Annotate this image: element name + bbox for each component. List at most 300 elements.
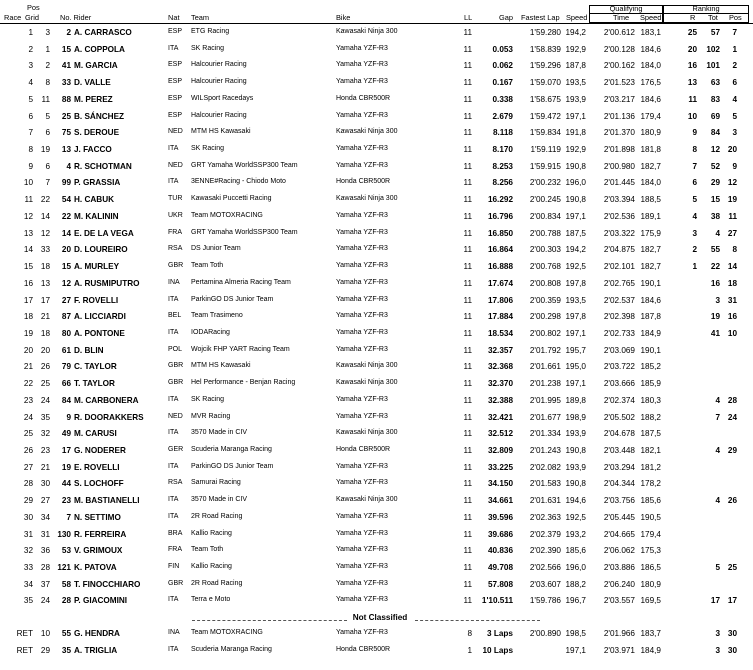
cell-qual-time: 2'01.898: [603, 145, 635, 154]
cell-qual-time: 2'05.502: [603, 413, 635, 422]
cell-rank-tot: 41: [710, 329, 720, 338]
cell-grid-pos: 20: [40, 346, 50, 355]
cell-laps: 11: [463, 296, 472, 305]
cell-rider-name: D. VALLE: [74, 78, 111, 87]
cell-qual-speed: 182,7: [640, 262, 661, 271]
cell-team: Wojcik FHP YART Racing Team: [191, 346, 290, 353]
cell-team: Halcourier Racing: [191, 112, 247, 119]
cell-gap: 8.170: [492, 145, 513, 154]
cell-fastest-lap: 2'00.359: [529, 296, 561, 305]
cell-qual-time: 2'01.136: [603, 112, 635, 121]
cell-team: Team Trasimeno: [191, 312, 243, 319]
cell-bike: Yamaha YZF-R3: [336, 312, 388, 319]
cell-race-pos: 20: [23, 346, 33, 355]
cell-nationality: FIN: [168, 563, 180, 570]
cell-team: Kallio Racing: [191, 563, 232, 570]
cell-rank-tot: 4: [715, 496, 720, 505]
cell-nationality: ESP: [168, 61, 183, 68]
cell-gap: 8.256: [492, 178, 513, 187]
cell-qual-time: 2'00.612: [603, 28, 635, 37]
cell-grid-pos: 6: [45, 162, 50, 171]
cell-bike: Honda CBR500R: [336, 178, 391, 185]
cell-team: ParkinGO DS Junior Team: [191, 296, 274, 303]
cell-laps: 11: [463, 78, 472, 87]
cell-gap: 33.225: [487, 463, 513, 472]
cell-fastest-lap: 1'58.675: [529, 95, 561, 104]
cell-qual-speed: 184,9: [640, 329, 661, 338]
cell-team: DS Junior Team: [191, 245, 241, 252]
cell-team: ETG Racing: [191, 28, 230, 35]
cell-rider-name: F. ROVELLI: [74, 296, 119, 305]
cell-team: Pertamina Almeria Racing Team: [191, 279, 291, 286]
cell-qual-time: 2'04.344: [603, 479, 635, 488]
cell-race-pos: 29: [23, 496, 33, 505]
cell-qual-time: 2'03.886: [603, 563, 635, 572]
cell-qual-speed: 187,8: [640, 312, 661, 321]
cell-rider-name: R. DOORAKKERS: [74, 413, 144, 422]
cell-speed: 197,1: [565, 329, 586, 338]
cell-rider-number: 84: [61, 396, 71, 405]
cell-rider-number: 33: [61, 78, 71, 87]
cell-rider-number: 20: [61, 245, 71, 254]
cell-laps: 11: [463, 145, 472, 154]
cell-race-pos: 1: [28, 28, 33, 37]
cell-qual-time: 2'06.062: [603, 546, 635, 555]
cell-race-pos: 21: [23, 362, 33, 371]
cell-fastest-lap: 2'01.243: [529, 446, 561, 455]
cell-rider-name: C. TAYLOR: [74, 362, 117, 371]
cell-grid-pos: 6: [45, 128, 50, 137]
cell-rank-pos: 10: [727, 329, 737, 338]
cell-rider-number: 25: [61, 112, 71, 121]
cell-rider-name: M. BASTIANELLI: [74, 496, 140, 505]
cell-rank-tot: 38: [710, 212, 720, 221]
cell-rank-tot: 84: [710, 128, 720, 137]
cell-rider-number: 54: [61, 195, 71, 204]
cell-race-pos: 32: [23, 546, 33, 555]
cell-speed: 196,0: [565, 563, 586, 572]
cell-speed: 193,9: [565, 463, 586, 472]
cell-qual-speed: 182,7: [640, 162, 661, 171]
cell-qual-speed: 181,2: [640, 463, 661, 472]
header-bike: Bike: [336, 13, 351, 22]
cell-laps: 11: [463, 413, 472, 422]
cell-nationality: ITA: [168, 596, 179, 603]
cell-fastest-lap: 2'00.303: [529, 245, 561, 254]
cell-gap: 39.596: [487, 513, 513, 522]
cell-laps: 11: [463, 563, 472, 572]
cell-qual-speed: 182,1: [640, 446, 661, 455]
cell-rank-tot: 55: [710, 245, 720, 254]
cell-qual-speed: 179,4: [640, 112, 661, 121]
cell-qual-time: 2'00.128: [603, 45, 635, 54]
cell-bike: Honda CBR500R: [336, 95, 391, 102]
cell-rank-pos: 9: [732, 162, 737, 171]
cell-gap: 32.512: [487, 429, 513, 438]
cell-speed: 198,5: [565, 629, 586, 638]
cell-laps: 11: [463, 162, 472, 171]
cell-laps: 11: [463, 178, 472, 187]
cell-gap: 16.292: [487, 195, 513, 204]
cell-rank-pos: 7: [732, 28, 737, 37]
cell-qual-time: 2'01.966: [603, 629, 635, 638]
cell-rider-number: 2: [66, 28, 71, 37]
cell-qual-speed: 189,1: [640, 212, 661, 221]
cell-speed: 193,9: [565, 429, 586, 438]
cell-rank-tot: 19: [710, 312, 720, 321]
cell-rank-r: 1: [692, 262, 697, 271]
cell-rider-number: 53: [61, 546, 71, 555]
cell-bike: Yamaha YZF-R3: [336, 413, 388, 420]
cell-grid-pos: 17: [40, 296, 50, 305]
cell-team: IODARacing: [191, 329, 230, 336]
cell-rank-r: 6: [692, 178, 697, 187]
cell-nationality: ESP: [168, 28, 183, 35]
cell-bike: Kawasaki Ninja 300: [336, 128, 398, 135]
cell-rider-name: K. PATOVA: [74, 563, 117, 572]
cell-qual-speed: 184,9: [640, 646, 661, 655]
cell-fastest-lap: 2'02.566: [529, 563, 561, 572]
cell-bike: Yamaha YZF-R3: [336, 245, 388, 252]
cell-rank-pos: 6: [732, 78, 737, 87]
cell-nationality: ITA: [168, 178, 179, 185]
cell-fastest-lap: 2'03.607: [529, 580, 561, 589]
cell-fastest-lap: 1'59.296: [529, 61, 561, 70]
cell-grid-pos: 11: [41, 95, 50, 104]
cell-grid-pos: 24: [40, 596, 50, 605]
cell-rank-tot: 57: [710, 28, 720, 37]
cell-bike: Kawasaki Ninja 300: [336, 496, 398, 503]
header-team: Team: [191, 13, 210, 22]
cell-race-pos: 25: [23, 429, 33, 438]
cell-fastest-lap: 1'59.472: [529, 112, 561, 121]
cell-speed: 198,9: [565, 413, 586, 422]
cell-gap: 17.806: [487, 296, 513, 305]
cell-rank-pos: 2: [732, 61, 737, 70]
cell-qual-time: 2'03.294: [603, 463, 635, 472]
cell-fastest-lap: 2'01.631: [529, 496, 561, 505]
cell-rider-number: 15: [61, 262, 71, 271]
cell-laps: 11: [463, 596, 472, 605]
cell-laps: 11: [463, 245, 472, 254]
cell-rider-name: A. TRIGLIA: [74, 646, 118, 655]
cell-nationality: TUR: [168, 195, 183, 202]
cell-laps: 11: [463, 429, 472, 438]
cell-rider-number: 75: [61, 128, 71, 137]
cell-team: MVR Racing: [191, 413, 231, 420]
cell-bike: Yamaha YZF-R3: [336, 162, 388, 169]
cell-rank-tot: 5: [715, 563, 720, 572]
cell-rank-pos: 11: [728, 212, 737, 221]
cell-grid-pos: 1: [45, 45, 50, 54]
cell-gap: 2.679: [492, 112, 513, 121]
cell-rank-r: 25: [687, 28, 697, 37]
cell-bike: Honda CBR500R: [336, 646, 391, 653]
cell-race-pos: 2: [28, 45, 33, 54]
cell-grid-pos: 37: [40, 580, 50, 589]
cell-laps: 11: [463, 212, 472, 221]
cell-speed: 197,8: [565, 312, 586, 321]
cell-qual-speed: 187,5: [640, 429, 661, 438]
cell-race-pos: 8: [28, 145, 33, 154]
cell-team: Team MOTOXRACING: [191, 629, 263, 636]
cell-qual-speed: 188,2: [640, 413, 661, 422]
cell-gap: 8.253: [492, 162, 513, 171]
cell-rider-number: 55: [61, 629, 71, 638]
cell-team: Kallio Racing: [191, 530, 232, 537]
cell-gap: 17.674: [487, 279, 513, 288]
cell-rider-number: 23: [61, 496, 71, 505]
cell-bike: Yamaha YZF-R3: [336, 78, 388, 85]
cell-qual-speed: 181,8: [640, 145, 661, 154]
cell-rider-name: G. NODERER: [74, 446, 126, 455]
cell-qual-time: 2'02.733: [603, 329, 635, 338]
cell-rank-r: 8: [692, 145, 697, 154]
cell-rider-name: B. SÁNCHEZ: [74, 112, 125, 121]
header-rule: [0, 23, 753, 24]
header-ll: LL: [464, 13, 473, 22]
cell-grid-pos: 34: [40, 513, 50, 522]
cell-gap: 3 Laps: [487, 629, 513, 638]
cell-rider-number: 88: [61, 95, 71, 104]
cell-race-pos: 5: [28, 95, 33, 104]
cell-bike: Yamaha YZF-R3: [336, 629, 388, 636]
cell-rider-name: D. BLIN: [74, 346, 104, 355]
cell-race-pos: 14: [23, 245, 33, 254]
cell-rank-tot: 16: [710, 279, 720, 288]
cell-rider-number: 41: [61, 61, 71, 70]
cell-qual-speed: 185,9: [640, 379, 661, 388]
cell-rank-tot: 22: [710, 262, 720, 271]
cell-nationality: ESP: [168, 78, 183, 85]
cell-laps: 11: [463, 45, 472, 54]
cell-nationality: ITA: [168, 296, 179, 303]
cell-nationality: ITA: [168, 329, 179, 336]
cell-bike: Yamaha YZF-R3: [336, 112, 388, 119]
cell-rider-number: 17: [61, 446, 71, 455]
cell-grid-pos: 3: [45, 28, 50, 37]
cell-speed: 193,9: [565, 95, 586, 104]
cell-rank-tot: 17: [710, 596, 720, 605]
cell-rank-pos: 4: [732, 95, 737, 104]
cell-qual-speed: 169,5: [640, 596, 661, 605]
cell-fastest-lap: 2'01.334: [529, 429, 561, 438]
cell-qual-time: 2'02.101: [603, 262, 635, 271]
cell-qual-speed: 184,6: [640, 296, 661, 305]
header-race: Race: [4, 13, 22, 22]
cell-rider-name: R. FERREIRA: [74, 530, 127, 539]
cell-qual-speed: 179,4: [640, 530, 661, 539]
cell-rank-r: 9: [692, 128, 697, 137]
cell-team: SK Racing: [191, 396, 225, 403]
cell-qual-time: 2'04.665: [603, 530, 635, 539]
cell-rider-name: M. KALININ: [74, 212, 119, 221]
cell-grid-pos: 31: [40, 530, 50, 539]
cell-gap: 0.338: [492, 95, 513, 104]
cell-nationality: INA: [168, 629, 180, 636]
cell-rider-number: 80: [61, 329, 71, 338]
cell-qual-speed: 180,9: [640, 580, 661, 589]
cell-bike: Yamaha YZF-R3: [336, 530, 388, 537]
cell-race-pos: 10: [23, 178, 33, 187]
cell-race-pos: RET: [16, 629, 33, 638]
cell-bike: Yamaha YZF-R3: [336, 145, 388, 152]
cell-grid-pos: 30: [40, 479, 50, 488]
cell-rank-tot: 4: [715, 229, 720, 238]
cell-grid-pos: 24: [40, 396, 50, 405]
cell-speed: 193,5: [565, 296, 586, 305]
cell-nationality: BEL: [168, 312, 182, 319]
cell-rider-number: 79: [61, 362, 71, 371]
cell-rider-number: 61: [61, 346, 71, 355]
cell-rider-name: A. MURLEY: [74, 262, 120, 271]
cell-rank-r: 10: [687, 112, 697, 121]
cell-rank-tot: 102: [706, 45, 720, 54]
cell-rider-number: 19: [61, 463, 71, 472]
cell-rider-number: 87: [61, 312, 71, 321]
cell-laps: 11: [463, 546, 472, 555]
cell-fastest-lap: 2'02.390: [529, 546, 561, 555]
cell-grid-pos: 33: [40, 245, 50, 254]
cell-fastest-lap: 2'00.298: [529, 312, 561, 321]
cell-rank-tot: 52: [710, 162, 720, 171]
cell-grid-pos: 28: [40, 563, 50, 572]
cell-qual-speed: 180,9: [640, 128, 661, 137]
cell-rank-pos: 30: [727, 629, 737, 638]
cell-speed: 197,1: [565, 646, 586, 655]
cell-laps: 11: [463, 312, 472, 321]
cell-rider-number: 7: [66, 513, 71, 522]
cell-grid-pos: 36: [40, 546, 50, 555]
header-q-time: Time: [613, 13, 630, 22]
cell-gap: 57.808: [487, 580, 513, 589]
cell-team: Team MOTOXRACING: [191, 212, 263, 219]
cell-bike: Yamaha YZF-R3: [336, 296, 388, 303]
cell-rank-pos: 16: [727, 312, 737, 321]
cell-bike: Yamaha YZF-R3: [336, 479, 388, 486]
cell-rank-tot: 4: [715, 446, 720, 455]
cell-rank-r: 2: [692, 245, 697, 254]
cell-gap: 40.836: [487, 546, 513, 555]
not-classified-rule-left: [192, 620, 347, 621]
cell-speed: 193,5: [565, 78, 586, 87]
cell-team: 2R Road Racing: [191, 513, 243, 520]
cell-speed: 196,7: [565, 596, 586, 605]
cell-qual-time: 2'02.374: [603, 396, 635, 405]
cell-nationality: INA: [168, 279, 180, 286]
cell-speed: 194,2: [565, 28, 586, 37]
cell-laps: 11: [463, 479, 472, 488]
cell-rank-pos: 24: [727, 413, 737, 422]
cell-team: Kawasaki Puccetti Racing: [191, 195, 272, 202]
cell-speed: 192,9: [565, 145, 586, 154]
cell-rider-name: A. RUSMIPUTRO: [74, 279, 140, 288]
cell-rider-name: A. PONTONE: [74, 329, 125, 338]
cell-rider-name: J. FACCO: [74, 145, 112, 154]
cell-speed: 197,1: [565, 379, 586, 388]
cell-race-pos: 12: [23, 212, 33, 221]
cell-rank-pos: 19: [727, 195, 737, 204]
not-classified-heading: Not Classified: [352, 613, 408, 622]
cell-rider-number: 35: [61, 646, 71, 655]
cell-rank-pos: 26: [727, 496, 737, 505]
cell-fastest-lap: 2'01.661: [529, 362, 561, 371]
cell-grid-pos: 7: [45, 178, 50, 187]
cell-nationality: GBR: [168, 262, 184, 269]
cell-nationality: ESP: [168, 112, 183, 119]
cell-rank-tot: 15: [710, 195, 720, 204]
cell-grid-pos: 10: [40, 629, 50, 638]
cell-rider-number: 49: [61, 429, 71, 438]
cell-race-pos: 16: [23, 279, 33, 288]
cell-bike: Yamaha YZF-R3: [336, 329, 388, 336]
cell-grid-pos: 23: [40, 446, 50, 455]
cell-gap: 16.850: [487, 229, 513, 238]
header-q-speed: Speed: [640, 13, 662, 22]
cell-qual-time: 2'01.370: [603, 128, 635, 137]
cell-bike: Yamaha YZF-R3: [336, 45, 388, 52]
cell-qual-time: 2'04.678: [603, 429, 635, 438]
cell-speed: 194,2: [565, 245, 586, 254]
cell-laps: 11: [463, 329, 472, 338]
cell-rank-r: 16: [687, 61, 697, 70]
cell-rider-number: 12: [61, 279, 71, 288]
cell-gap: 32.421: [487, 413, 513, 422]
cell-rank-tot: 7: [715, 413, 720, 422]
cell-gap: 16.796: [487, 212, 513, 221]
cell-nationality: RSA: [168, 245, 183, 252]
cell-laps: 11: [463, 496, 472, 505]
cell-gap: 39.686: [487, 530, 513, 539]
cell-qual-time: 2'03.217: [603, 95, 635, 104]
cell-rider-name: E. DE LA VEGA: [74, 229, 134, 238]
not-classified-rule-right: [415, 620, 540, 621]
cell-speed: 191,8: [565, 128, 586, 137]
cell-grid-pos: 14: [40, 212, 50, 221]
cell-rank-pos: 8: [732, 245, 737, 254]
cell-gap: 32.368: [487, 362, 513, 371]
cell-bike: Yamaha YZF-R3: [336, 546, 388, 553]
cell-race-pos: 28: [23, 479, 33, 488]
cell-grid-pos: 18: [40, 329, 50, 338]
cell-qual-time: 2'06.240: [603, 580, 635, 589]
cell-fastest-lap: 2'00.768: [529, 262, 561, 271]
cell-rider-name: T. FINOCCHIARO: [74, 580, 141, 589]
cell-speed: 192,5: [565, 513, 586, 522]
cell-laps: 11: [463, 195, 472, 204]
cell-team: Halcourier Racing: [191, 78, 247, 85]
cell-nationality: UKR: [168, 212, 183, 219]
cell-team: MTM HS Kawasaki: [191, 362, 251, 369]
cell-qual-speed: 186,5: [640, 563, 661, 572]
cell-team: Team Toth: [191, 262, 224, 269]
cell-bike: Yamaha YZF-R3: [336, 396, 388, 403]
cell-rank-tot: 12: [710, 145, 720, 154]
header-no-rider: No. Rider: [60, 13, 92, 22]
cell-nationality: FRA: [168, 546, 182, 553]
cell-fastest-lap: 1'59.915: [529, 162, 561, 171]
cell-qual-time: 2'03.666: [603, 379, 635, 388]
cell-qual-speed: 175,9: [640, 229, 661, 238]
cell-laps: 11: [463, 262, 472, 271]
cell-laps: 11: [463, 513, 472, 522]
cell-rank-pos: 17: [727, 596, 737, 605]
cell-grid-pos: 26: [40, 362, 50, 371]
cell-qual-time: 2'02.537: [603, 296, 635, 305]
cell-rank-tot: 3: [715, 646, 720, 655]
cell-speed: 195,7: [565, 346, 586, 355]
cell-team: GRT Yamaha WorldSSP300 Team: [191, 229, 298, 236]
